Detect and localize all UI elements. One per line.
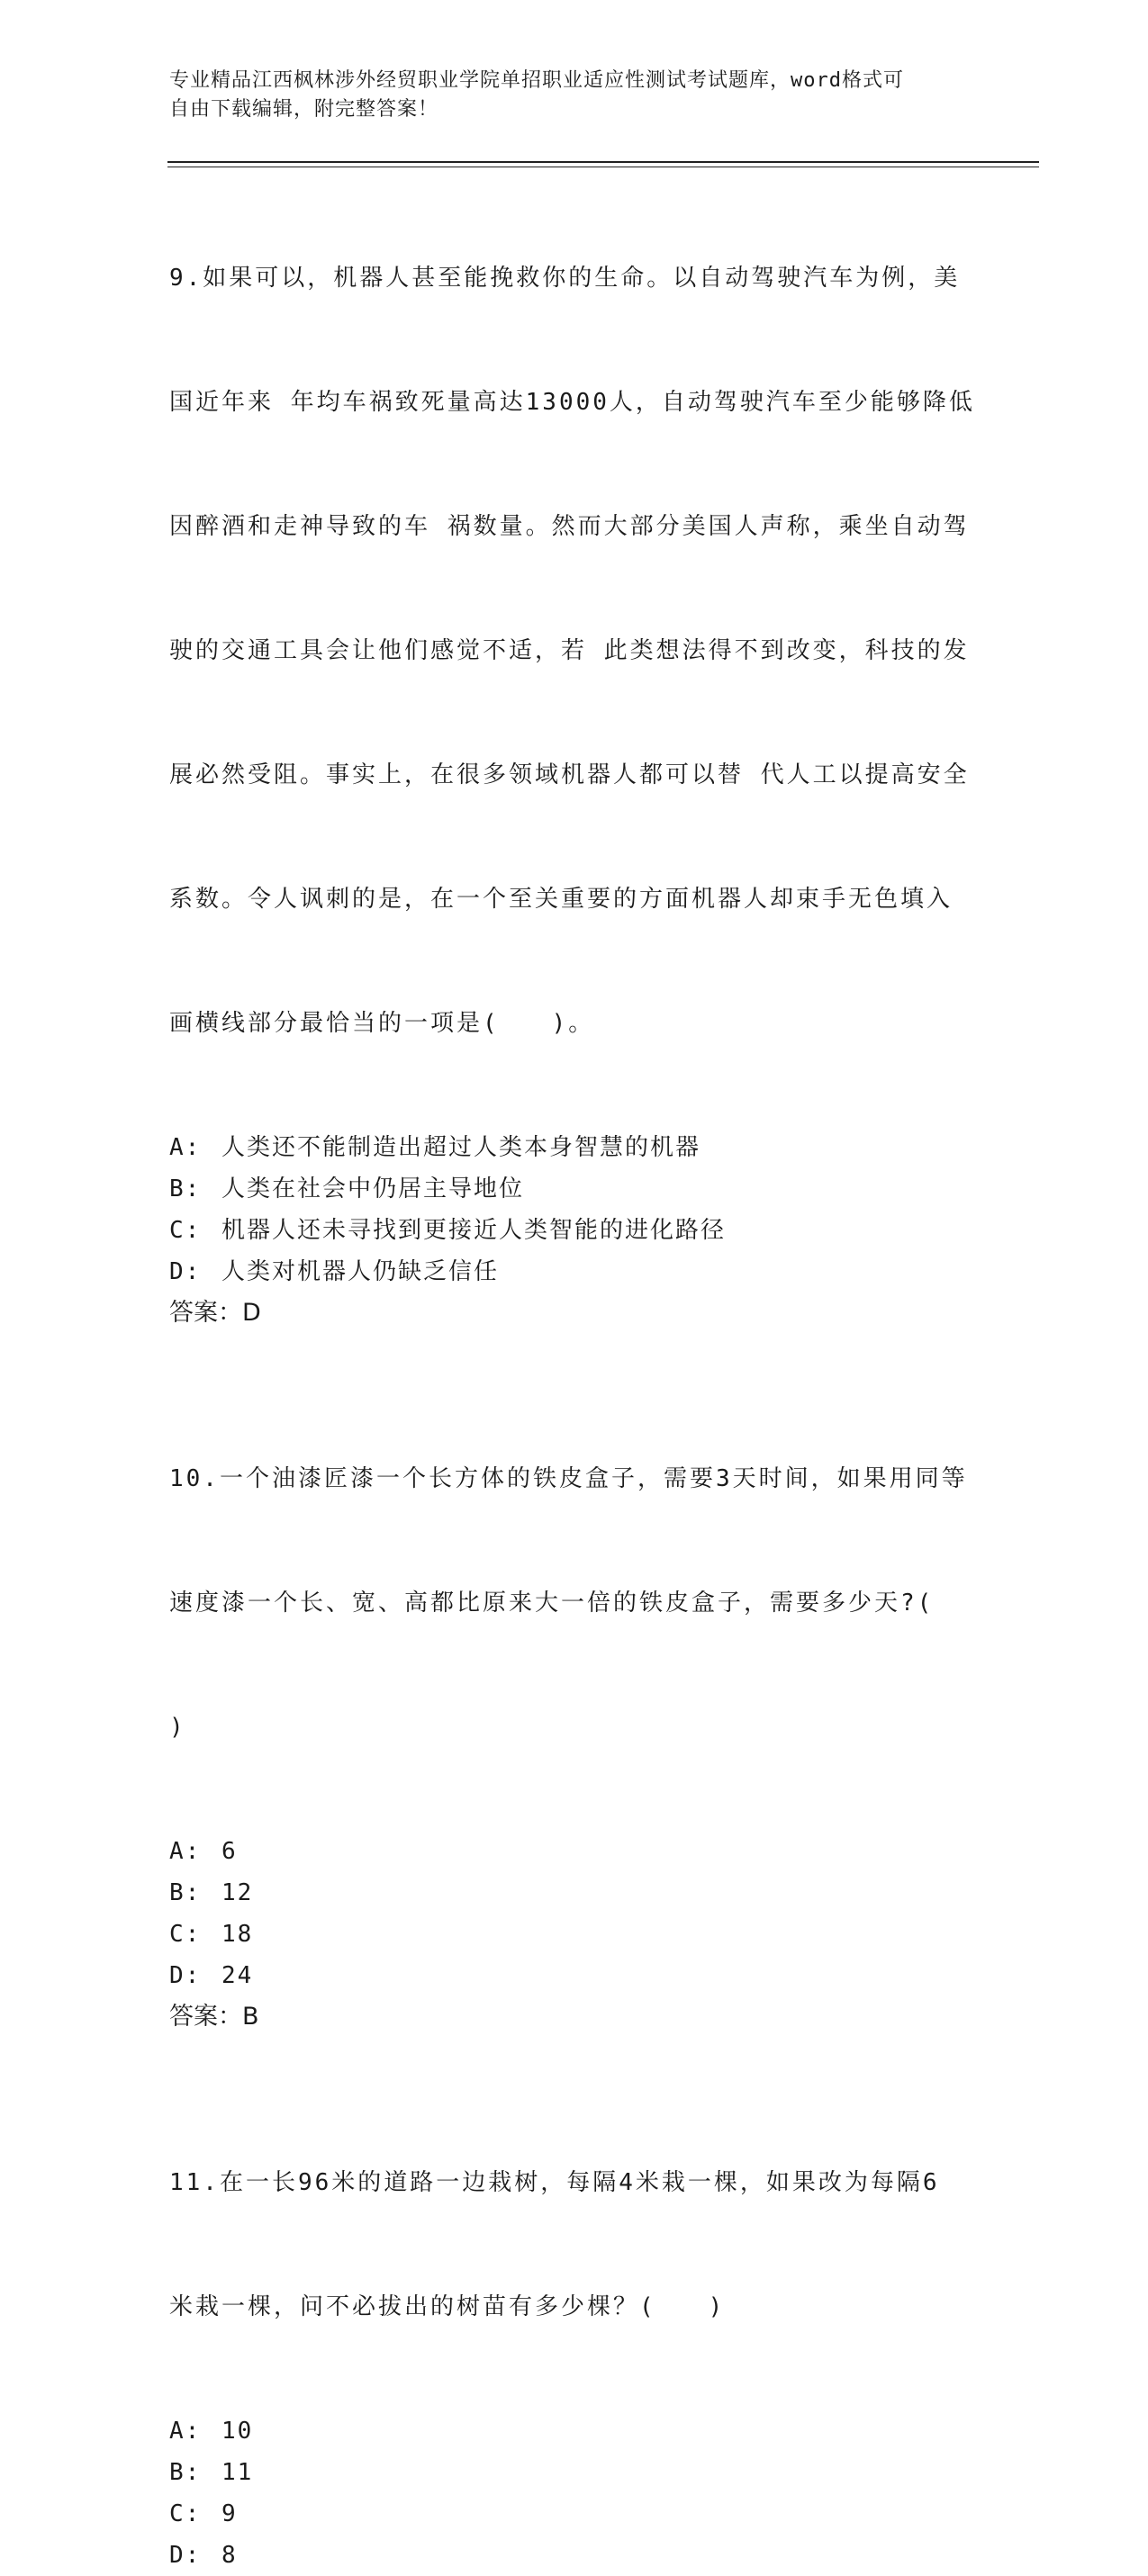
stem-line: 画横线部分最恰当的一项是( )。: [169, 1010, 595, 1037]
stem-line: 驶的交通工具会让他们感觉不适，若 此类想法得不到改变，科技的发: [169, 637, 970, 664]
option-letter: A:: [169, 2418, 202, 2445]
option-c: [169, 2493, 980, 2535]
question-9: [169, 175, 980, 1334]
option-text: 10: [221, 2418, 254, 2445]
question-list: [169, 175, 980, 2576]
option-text: 机器人还未寻找到更接近人类智能的进化路径: [221, 1217, 727, 1244]
question-10: [169, 1375, 980, 2038]
option-b: [169, 1168, 980, 1210]
option-text: 18: [221, 1921, 254, 1948]
question-10-stem: [169, 1375, 980, 1831]
question-9-stem: [169, 175, 980, 1127]
stem-line: 米栽一棵，问不必拔出的树苗有多少棵？( ): [169, 2293, 726, 2320]
answer-line: 答案：B: [169, 2003, 259, 2031]
option-text: 9: [221, 2500, 238, 2527]
option-letter: C:: [169, 2500, 202, 2527]
option-letter: D:: [169, 1962, 202, 1989]
option-d: [169, 1251, 980, 1293]
header-line-2: 自由下载编辑，附完整答案！: [169, 98, 439, 121]
option-b: [169, 2452, 980, 2493]
option-letter: C:: [169, 1217, 202, 1244]
option-a: [169, 1127, 980, 1168]
option-letter: C:: [169, 1921, 202, 1948]
option-letter: D:: [169, 2542, 202, 2569]
option-letter: A:: [169, 1134, 202, 1161]
stem-line: 展必然受阻。事实上，在很多领域机器人都可以替 代人工以提高安全: [169, 761, 970, 788]
option-text: 人类在社会中仍居主导地位: [221, 1175, 525, 1202]
stem-line: 10.一个油漆匠漆一个长方体的铁皮盒子，需要3天时间，如果用同等: [169, 1465, 968, 1492]
spacer: [169, 1334, 980, 1375]
option-text: 人类对机器人仍缺乏信任: [221, 1258, 500, 1285]
option-d: [169, 1955, 980, 1996]
option-c: [169, 1210, 980, 1251]
option-text: 12: [221, 1879, 254, 1906]
option-a: [169, 1831, 980, 1872]
stem-line: 国近年来 年均车祸致死量高达13000人，自动驾驶汽车至少能够降低: [169, 389, 975, 416]
option-d: [169, 2535, 980, 2576]
stem-line: 速度漆一个长、宽、高都比原来大一倍的铁皮盒子，需要多少天?(: [169, 1590, 935, 1617]
option-letter: A:: [169, 1838, 202, 1865]
option-letter: B:: [169, 1879, 202, 1906]
stem-line: 系数。令人讽刺的是，在一个至关重要的方面机器人却束手无色填入: [169, 886, 954, 913]
option-b: [169, 1872, 980, 1914]
option-c: [169, 1914, 980, 1955]
question-11-stem: [169, 2079, 980, 2410]
document-header: [169, 67, 980, 124]
option-letter: D:: [169, 1258, 202, 1285]
option-a: [169, 2410, 980, 2452]
option-letter: B:: [169, 1175, 202, 1202]
stem-line: 因醉酒和走神导致的车 祸数量。然而大部分美国人声称，乘坐自动驾: [169, 513, 970, 540]
stem-line: 11.在一长96米的道路一边栽树，每隔4米栽一棵，如果改为每隔6: [169, 2169, 940, 2196]
answer-line: 答案：D: [169, 1299, 261, 1327]
header-line-1: 专业精品江西枫林涉外经贸职业学院单招职业适应性测试考试题库，word格式可: [169, 69, 904, 92]
option-text: 人类还不能制造出超过人类本身智慧的机器: [221, 1134, 701, 1161]
stem-line: 9.如果可以，机器人甚至能挽救你的生命。以自动驾驶汽车为例，美: [169, 265, 961, 292]
stem-line: ): [169, 1714, 186, 1741]
option-text: 24: [221, 1962, 254, 1989]
header-divider-thick: [167, 161, 1039, 163]
option-text: 6: [221, 1838, 238, 1865]
option-text: 11: [221, 2459, 254, 2486]
spacer: [169, 2038, 980, 2079]
option-text: 8: [221, 2542, 238, 2569]
question-11: [169, 2079, 980, 2576]
option-letter: B:: [169, 2459, 202, 2486]
